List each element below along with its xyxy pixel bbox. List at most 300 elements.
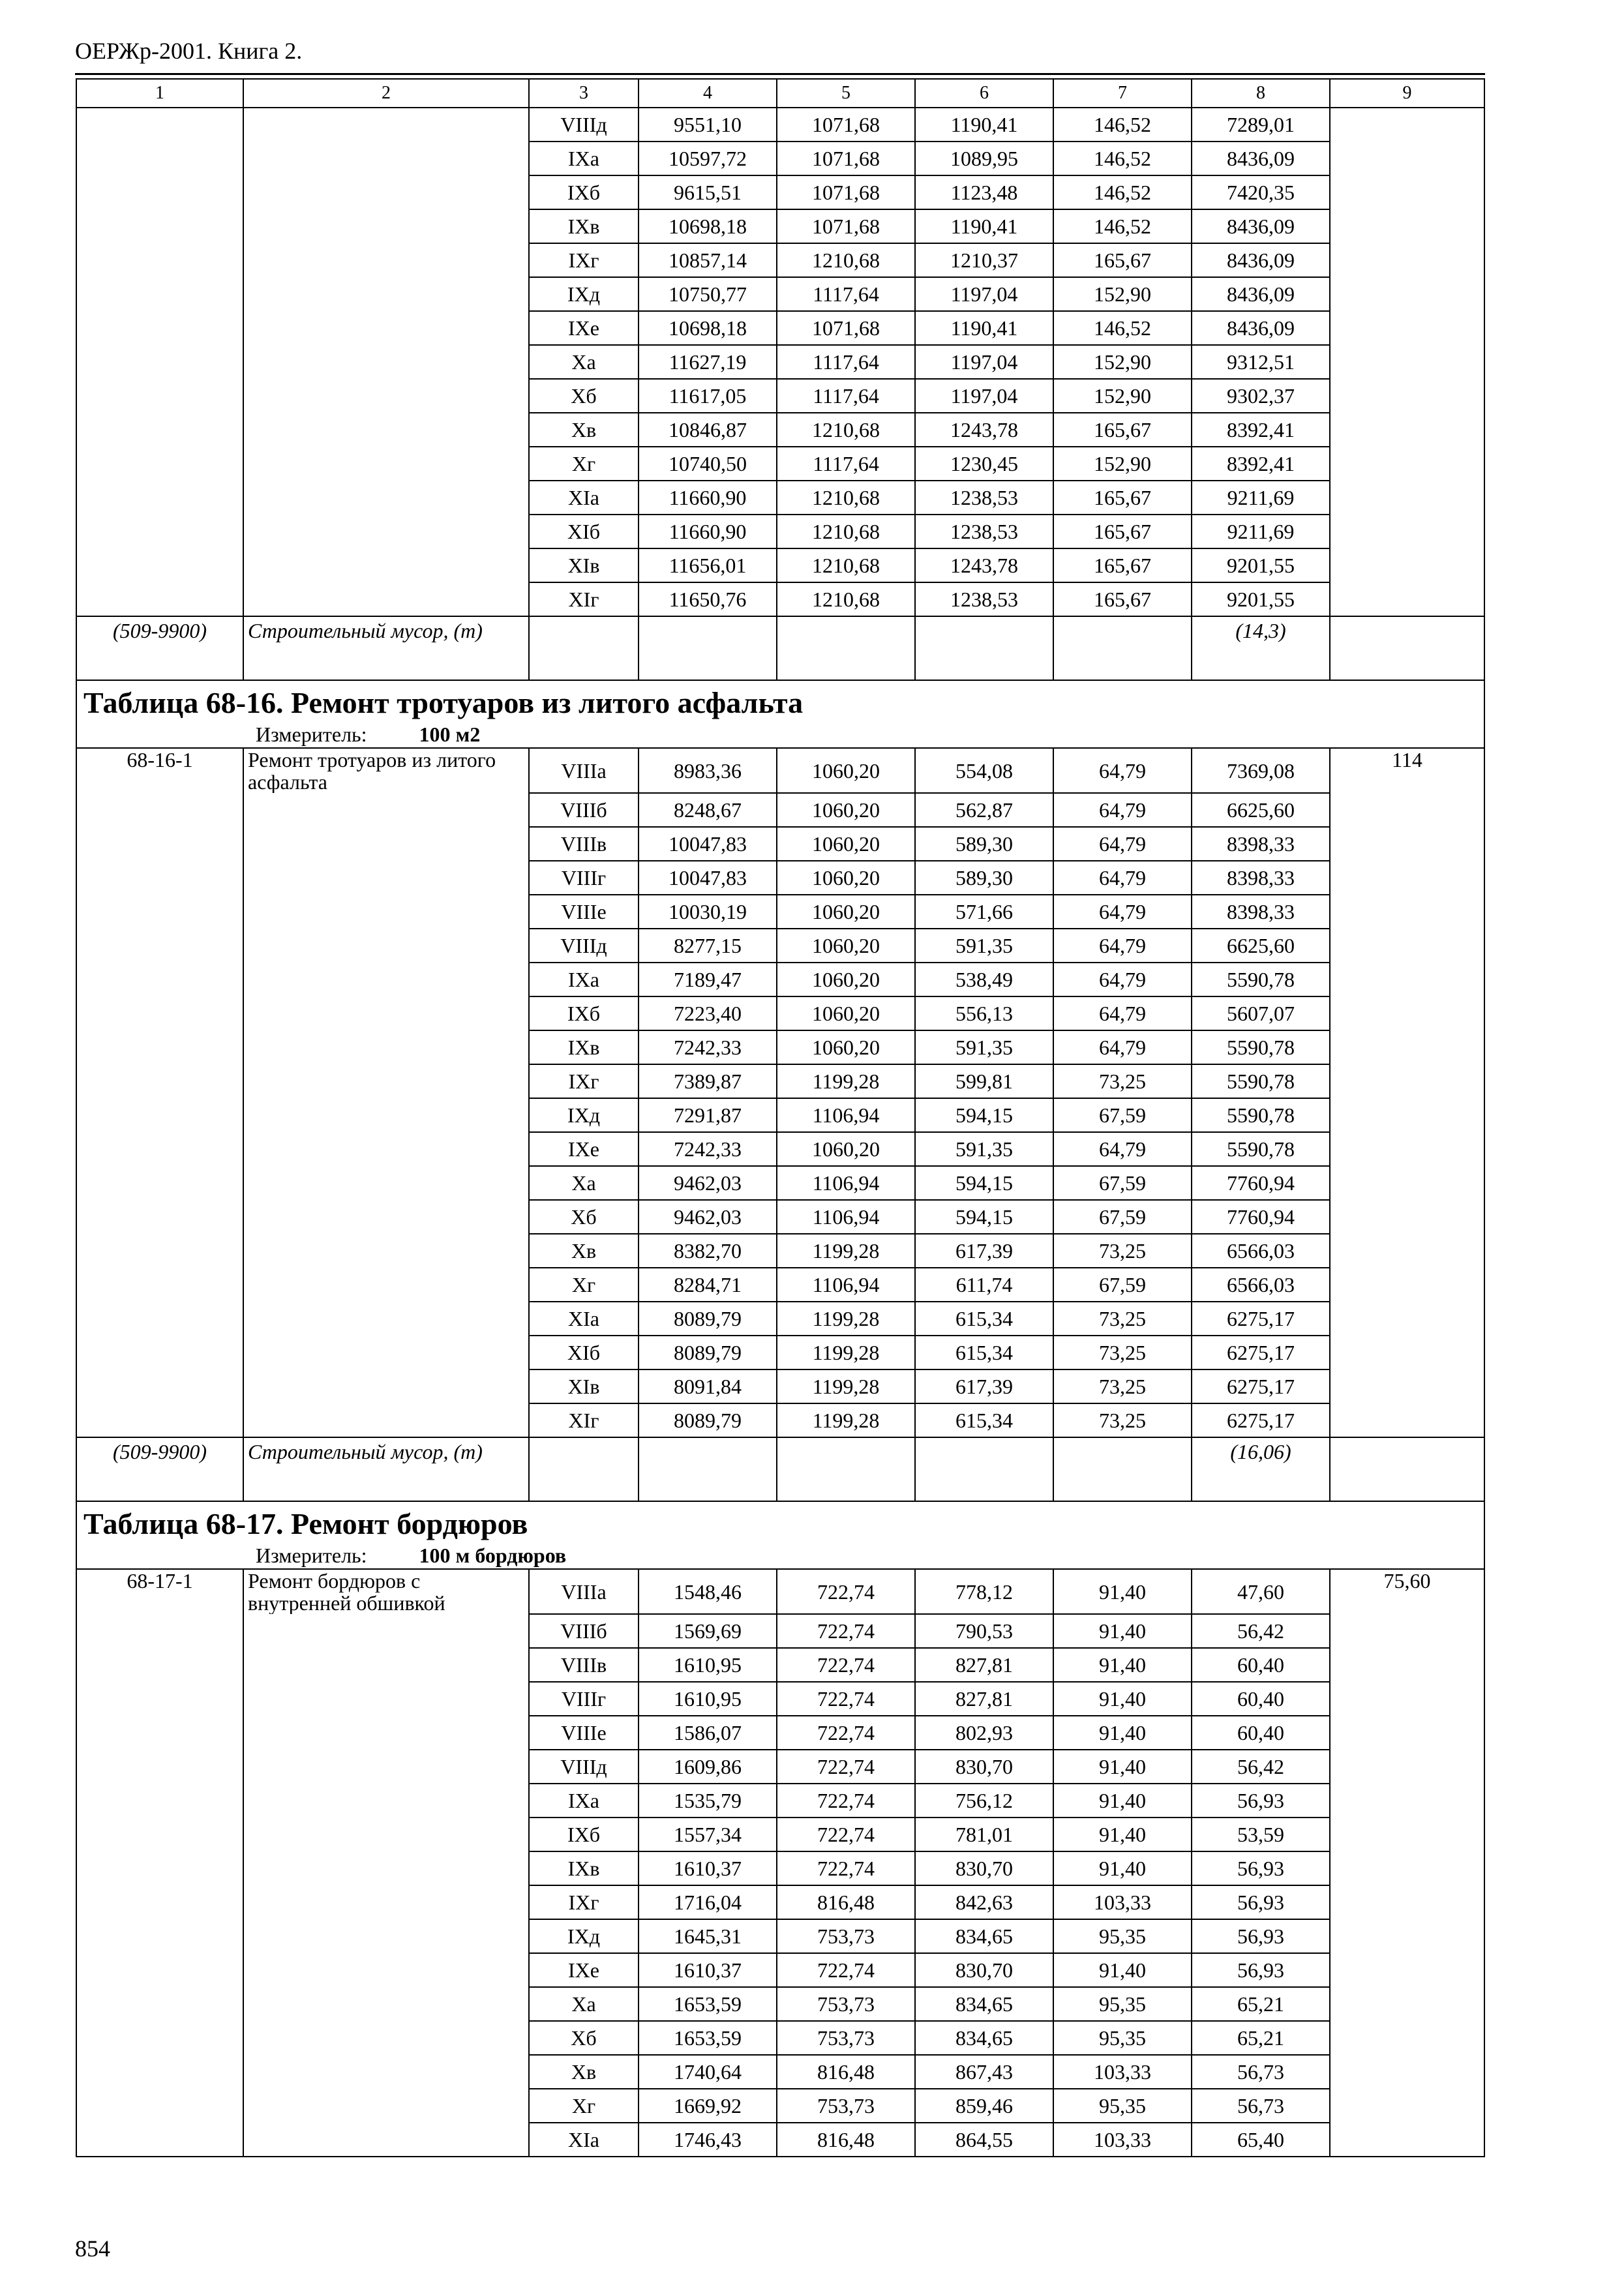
direct-costs: 9462,03 xyxy=(639,1200,777,1234)
region-zone: IXв xyxy=(529,209,639,243)
machinist-wages: 95,35 xyxy=(1053,2089,1192,2123)
item-name xyxy=(243,481,529,515)
materials-cost: 9201,55 xyxy=(1192,582,1330,616)
empty-cell xyxy=(777,1437,915,1501)
materials-cost: 6275,17 xyxy=(1192,1336,1330,1369)
page-number: 854 xyxy=(75,2236,110,2262)
item-code xyxy=(76,379,243,413)
machine-operation: 1190,41 xyxy=(915,209,1053,243)
materials-cost: 47,60 xyxy=(1192,1569,1330,1614)
direct-costs: 10047,83 xyxy=(639,827,777,861)
labor-hours: 114 xyxy=(1330,748,1484,793)
region-zone: VIIIе xyxy=(529,895,639,929)
labor-wages: 1060,20 xyxy=(777,895,915,929)
labor-hours xyxy=(1330,1132,1484,1166)
region-zone: Xв xyxy=(529,1234,639,1268)
item-code xyxy=(76,413,243,447)
labor-hours xyxy=(1330,1336,1484,1369)
debris-name: Строительный мусор, (т) xyxy=(243,616,529,680)
direct-costs: 7189,47 xyxy=(639,963,777,996)
region-zone: Xб xyxy=(529,1200,639,1234)
item-code xyxy=(76,345,243,379)
item-name xyxy=(243,2123,529,2157)
column-number: 4 xyxy=(639,79,777,108)
machinist-wages: 73,25 xyxy=(1053,1369,1192,1403)
labor-hours: 75,60 xyxy=(1330,1569,1484,1614)
region-zone: IXг xyxy=(529,243,639,277)
table-row xyxy=(76,1064,1484,1098)
region-zone: XIа xyxy=(529,1302,639,1336)
region-zone: IXд xyxy=(529,1919,639,1953)
labor-hours xyxy=(1330,1614,1484,1648)
item-name xyxy=(243,793,529,827)
labor-hours xyxy=(1330,142,1484,175)
labor-hours xyxy=(1330,413,1484,447)
direct-costs: 8089,79 xyxy=(639,1403,777,1437)
labor-wages: 1106,94 xyxy=(777,1098,915,1132)
direct-costs: 10597,72 xyxy=(639,142,777,175)
item-code xyxy=(76,895,243,929)
materials-cost: 8398,33 xyxy=(1192,861,1330,895)
materials-cost: 5590,78 xyxy=(1192,1132,1330,1166)
machinist-wages: 165,67 xyxy=(1053,413,1192,447)
item-name xyxy=(243,1987,529,2021)
item-code xyxy=(76,1648,243,1682)
direct-costs: 1586,07 xyxy=(639,1716,777,1750)
region-zone: IXг xyxy=(529,1064,639,1098)
region-zone: XIб xyxy=(529,1336,639,1369)
region-zone: VIIIе xyxy=(529,1716,639,1750)
item-name xyxy=(243,379,529,413)
machinist-wages: 67,59 xyxy=(1053,1268,1192,1302)
labor-hours xyxy=(1330,827,1484,861)
column-number: 3 xyxy=(529,79,639,108)
region-zone: VIIIа xyxy=(529,748,639,793)
measure-value: 100 м бордюров xyxy=(419,1544,567,1567)
table-row xyxy=(76,1166,1484,1200)
item-name xyxy=(243,447,529,481)
machine-operation: 562,87 xyxy=(915,793,1053,827)
machine-operation: 571,66 xyxy=(915,895,1053,929)
table-row xyxy=(76,1302,1484,1336)
item-code xyxy=(76,515,243,548)
item-name xyxy=(243,1030,529,1064)
column-number: 9 xyxy=(1330,79,1484,108)
materials-cost: 8436,09 xyxy=(1192,209,1330,243)
labor-hours xyxy=(1330,1851,1484,1885)
labor-wages: 722,74 xyxy=(777,1614,915,1648)
region-zone: Xг xyxy=(529,2089,639,2123)
region-zone: VIIIд xyxy=(529,1750,639,1784)
table-row xyxy=(76,2089,1484,2123)
materials-cost: 6625,60 xyxy=(1192,929,1330,963)
materials-cost: 60,40 xyxy=(1192,1716,1330,1750)
labor-hours xyxy=(1330,2089,1484,2123)
materials-cost: 7760,94 xyxy=(1192,1200,1330,1234)
labor-wages: 753,73 xyxy=(777,1919,915,1953)
machine-operation: 1190,41 xyxy=(915,311,1053,345)
labor-hours xyxy=(1330,861,1484,895)
region-zone: XIа xyxy=(529,481,639,515)
labor-hours xyxy=(1330,1030,1484,1064)
item-code xyxy=(76,1987,243,2021)
machine-operation: 1190,41 xyxy=(915,108,1053,142)
labor-hours xyxy=(1330,1369,1484,1403)
item-code xyxy=(76,1818,243,1851)
region-zone: VIIIд xyxy=(529,108,639,142)
column-number: 8 xyxy=(1192,79,1330,108)
direct-costs: 10698,18 xyxy=(639,311,777,345)
item-code xyxy=(76,929,243,963)
table-row xyxy=(76,1953,1484,1987)
item-name xyxy=(243,1851,529,1885)
materials-cost: 7289,01 xyxy=(1192,108,1330,142)
table-row xyxy=(76,895,1484,929)
labor-wages: 1060,20 xyxy=(777,793,915,827)
machine-operation: 594,15 xyxy=(915,1098,1053,1132)
labor-wages: 1060,20 xyxy=(777,1030,915,1064)
materials-cost: 7420,35 xyxy=(1192,175,1330,209)
item-name xyxy=(243,1132,529,1166)
materials-cost: 65,40 xyxy=(1192,2123,1330,2157)
item-name xyxy=(243,582,529,616)
item-code xyxy=(76,277,243,311)
labor-hours xyxy=(1330,515,1484,548)
materials-cost: 56,73 xyxy=(1192,2089,1330,2123)
direct-costs: 1535,79 xyxy=(639,1784,777,1818)
labor-wages: 1117,64 xyxy=(777,379,915,413)
table-row xyxy=(76,1098,1484,1132)
table-row xyxy=(76,1268,1484,1302)
machinist-wages: 67,59 xyxy=(1053,1166,1192,1200)
labor-wages: 1199,28 xyxy=(777,1403,915,1437)
labor-hours xyxy=(1330,582,1484,616)
table-row xyxy=(76,1200,1484,1234)
machinist-wages: 165,67 xyxy=(1053,582,1192,616)
item-name xyxy=(243,1268,529,1302)
direct-costs: 1716,04 xyxy=(639,1885,777,1919)
machinist-wages: 73,25 xyxy=(1053,1234,1192,1268)
labor-wages: 722,74 xyxy=(777,1784,915,1818)
machinist-wages: 91,40 xyxy=(1053,1818,1192,1851)
item-code xyxy=(76,108,243,142)
direct-costs: 1610,95 xyxy=(639,1648,777,1682)
region-zone: IXа xyxy=(529,142,639,175)
labor-wages: 1117,64 xyxy=(777,277,915,311)
labor-wages: 1199,28 xyxy=(777,1336,915,1369)
table-row xyxy=(76,1818,1484,1851)
table-row xyxy=(76,515,1484,548)
region-zone: Xг xyxy=(529,1268,639,1302)
region-zone: Xб xyxy=(529,379,639,413)
item-code xyxy=(76,1716,243,1750)
item-code xyxy=(76,1750,243,1784)
item-code xyxy=(76,1336,243,1369)
direct-costs: 9615,51 xyxy=(639,175,777,209)
labor-wages: 753,73 xyxy=(777,2021,915,2055)
machinist-wages: 95,35 xyxy=(1053,1919,1192,1953)
labor-hours xyxy=(1330,108,1484,142)
materials-cost: 8436,09 xyxy=(1192,142,1330,175)
item-code xyxy=(76,2021,243,2055)
machine-operation: 615,34 xyxy=(915,1403,1053,1437)
item-code xyxy=(76,1098,243,1132)
direct-costs: 1653,59 xyxy=(639,2021,777,2055)
machine-operation: 781,01 xyxy=(915,1818,1053,1851)
machine-operation: 599,81 xyxy=(915,1064,1053,1098)
direct-costs: 1548,46 xyxy=(639,1569,777,1614)
item-name xyxy=(243,1885,529,1919)
region-zone: IXе xyxy=(529,1132,639,1166)
labor-wages: 1106,94 xyxy=(777,1166,915,1200)
materials-cost: 56,73 xyxy=(1192,2055,1330,2089)
direct-costs: 10740,50 xyxy=(639,447,777,481)
debris-row xyxy=(76,1437,1484,1501)
machinist-wages: 91,40 xyxy=(1053,1750,1192,1784)
machinist-wages: 95,35 xyxy=(1053,2021,1192,2055)
labor-wages: 1210,68 xyxy=(777,548,915,582)
table-row xyxy=(76,2123,1484,2157)
machine-operation: 594,15 xyxy=(915,1200,1053,1234)
item-code xyxy=(76,1682,243,1716)
machine-operation: 1243,78 xyxy=(915,548,1053,582)
labor-wages: 1106,94 xyxy=(777,1268,915,1302)
empty-cell xyxy=(529,1437,639,1501)
item-code xyxy=(76,1030,243,1064)
item-name xyxy=(243,1919,529,1953)
materials-cost: 5590,78 xyxy=(1192,1030,1330,1064)
item-code xyxy=(76,311,243,345)
region-zone: Xв xyxy=(529,2055,639,2089)
materials-cost: 53,59 xyxy=(1192,1818,1330,1851)
materials-cost: 56,93 xyxy=(1192,1919,1330,1953)
machine-operation: 1089,95 xyxy=(915,142,1053,175)
materials-cost: 56,93 xyxy=(1192,1885,1330,1919)
materials-cost: 8398,33 xyxy=(1192,895,1330,929)
item-code xyxy=(76,1369,243,1403)
labor-wages: 1060,20 xyxy=(777,929,915,963)
direct-costs: 1645,31 xyxy=(639,1919,777,1953)
machinist-wages: 64,79 xyxy=(1053,895,1192,929)
price-table xyxy=(76,78,1485,2157)
labor-hours xyxy=(1330,1098,1484,1132)
region-zone: VIIIв xyxy=(529,827,639,861)
region-zone: IXб xyxy=(529,1818,639,1851)
machine-operation: 1238,53 xyxy=(915,582,1053,616)
materials-cost: 60,40 xyxy=(1192,1682,1330,1716)
item-code xyxy=(76,2123,243,2157)
labor-hours xyxy=(1330,175,1484,209)
item-code xyxy=(76,1919,243,1953)
item-name xyxy=(243,1403,529,1437)
item-name xyxy=(243,1064,529,1098)
machinist-wages: 165,67 xyxy=(1053,481,1192,515)
materials-cost: 9211,69 xyxy=(1192,481,1330,515)
table-row xyxy=(76,311,1484,345)
machine-operation: 834,65 xyxy=(915,2021,1053,2055)
item-name xyxy=(243,209,529,243)
region-zone: XIг xyxy=(529,582,639,616)
direct-costs: 8284,71 xyxy=(639,1268,777,1302)
machinist-wages: 67,59 xyxy=(1053,1098,1192,1132)
labor-hours xyxy=(1330,1784,1484,1818)
machine-operation: 591,35 xyxy=(915,1030,1053,1064)
labor-hours xyxy=(1330,1166,1484,1200)
labor-hours xyxy=(1330,996,1484,1030)
machinist-wages: 152,90 xyxy=(1053,345,1192,379)
table-row xyxy=(76,1987,1484,2021)
machine-operation: 1243,78 xyxy=(915,413,1053,447)
item-name xyxy=(243,1784,529,1818)
machinist-wages: 152,90 xyxy=(1053,277,1192,311)
labor-hours xyxy=(1330,1234,1484,1268)
labor-hours xyxy=(1330,379,1484,413)
machinist-wages: 146,52 xyxy=(1053,209,1192,243)
machine-operation: 842,63 xyxy=(915,1885,1053,1919)
labor-wages: 722,74 xyxy=(777,1682,915,1716)
direct-costs: 10750,77 xyxy=(639,277,777,311)
machine-operation: 1238,53 xyxy=(915,515,1053,548)
table-row xyxy=(76,1784,1484,1818)
region-zone: VIIIг xyxy=(529,1682,639,1716)
labor-wages: 1210,68 xyxy=(777,413,915,447)
region-zone: IXе xyxy=(529,1953,639,1987)
direct-costs: 11660,90 xyxy=(639,481,777,515)
machine-operation: 867,43 xyxy=(915,2055,1053,2089)
item-code xyxy=(76,827,243,861)
direct-costs: 9462,03 xyxy=(639,1166,777,1200)
machinist-wages: 91,40 xyxy=(1053,1682,1192,1716)
column-number: 1 xyxy=(76,79,243,108)
item-code xyxy=(76,861,243,895)
table-row xyxy=(76,379,1484,413)
item-name xyxy=(243,108,529,142)
materials-cost: 56,42 xyxy=(1192,1750,1330,1784)
item-code xyxy=(76,1784,243,1818)
materials-cost: 9302,37 xyxy=(1192,379,1330,413)
machine-operation: 859,46 xyxy=(915,2089,1053,2123)
direct-costs: 7291,87 xyxy=(639,1098,777,1132)
labor-wages: 1060,20 xyxy=(777,861,915,895)
column-number: 6 xyxy=(915,79,1053,108)
item-name xyxy=(243,2021,529,2055)
labor-wages: 1106,94 xyxy=(777,1200,915,1234)
direct-costs: 8089,79 xyxy=(639,1336,777,1369)
item-name xyxy=(243,1750,529,1784)
item-name xyxy=(243,1614,529,1648)
materials-cost: 9312,51 xyxy=(1192,345,1330,379)
item-code xyxy=(76,481,243,515)
table-row xyxy=(76,1716,1484,1750)
labor-wages: 753,73 xyxy=(777,2089,915,2123)
labor-hours xyxy=(1330,2055,1484,2089)
direct-costs: 1610,37 xyxy=(639,1953,777,1987)
machinist-wages: 146,52 xyxy=(1053,142,1192,175)
direct-costs: 10030,19 xyxy=(639,895,777,929)
section-header-row xyxy=(76,680,1484,748)
labor-hours xyxy=(1330,1064,1484,1098)
machine-operation: 1197,04 xyxy=(915,277,1053,311)
labor-hours xyxy=(1330,209,1484,243)
item-name xyxy=(243,1336,529,1369)
item-code xyxy=(76,1166,243,1200)
table-row xyxy=(76,1885,1484,1919)
machine-operation: 830,70 xyxy=(915,1750,1053,1784)
machine-operation: 1197,04 xyxy=(915,379,1053,413)
region-zone: Xг xyxy=(529,447,639,481)
machinist-wages: 64,79 xyxy=(1053,1030,1192,1064)
labor-hours xyxy=(1330,243,1484,277)
labor-wages: 1117,64 xyxy=(777,447,915,481)
region-zone: Xа xyxy=(529,1987,639,2021)
item-code xyxy=(76,1403,243,1437)
table-row xyxy=(76,1750,1484,1784)
item-code xyxy=(76,175,243,209)
labor-wages: 722,74 xyxy=(777,1716,915,1750)
column-number-row xyxy=(76,79,1484,108)
labor-wages: 722,74 xyxy=(777,1569,915,1614)
region-zone: IXг xyxy=(529,1885,639,1919)
materials-cost: 5590,78 xyxy=(1192,1064,1330,1098)
region-zone: XIв xyxy=(529,548,639,582)
machinist-wages: 73,25 xyxy=(1053,1064,1192,1098)
direct-costs: 10846,87 xyxy=(639,413,777,447)
machinist-wages: 73,25 xyxy=(1053,1403,1192,1437)
machinist-wages: 146,52 xyxy=(1053,175,1192,209)
item-name xyxy=(243,2089,529,2123)
item-name xyxy=(243,311,529,345)
item-name xyxy=(243,1098,529,1132)
direct-costs: 10698,18 xyxy=(639,209,777,243)
labor-hours xyxy=(1330,1403,1484,1437)
item-name xyxy=(243,175,529,209)
item-name xyxy=(243,1302,529,1336)
materials-cost: 5607,07 xyxy=(1192,996,1330,1030)
empty-cell xyxy=(1053,616,1192,680)
labor-wages: 1210,68 xyxy=(777,515,915,548)
materials-cost: 8392,41 xyxy=(1192,447,1330,481)
item-code xyxy=(76,1268,243,1302)
labor-wages: 722,74 xyxy=(777,1851,915,1885)
materials-cost: 5590,78 xyxy=(1192,1098,1330,1132)
materials-cost: 6275,17 xyxy=(1192,1369,1330,1403)
table-row xyxy=(76,481,1484,515)
materials-cost: 6566,03 xyxy=(1192,1234,1330,1268)
machinist-wages: 91,40 xyxy=(1053,1716,1192,1750)
materials-cost: 56,93 xyxy=(1192,1784,1330,1818)
debris-code: (509-9900) xyxy=(76,616,243,680)
labor-hours xyxy=(1330,2021,1484,2055)
labor-wages: 816,48 xyxy=(777,2055,915,2089)
materials-cost: 65,21 xyxy=(1192,2021,1330,2055)
item-code xyxy=(76,1132,243,1166)
labor-hours xyxy=(1330,277,1484,311)
direct-costs: 8382,70 xyxy=(639,1234,777,1268)
machine-operation: 1238,53 xyxy=(915,481,1053,515)
machinist-wages: 64,79 xyxy=(1053,827,1192,861)
table-row xyxy=(76,1030,1484,1064)
machinist-wages: 64,79 xyxy=(1053,1132,1192,1166)
region-zone: VIIIг xyxy=(529,861,639,895)
direct-costs: 7223,40 xyxy=(639,996,777,1030)
direct-costs: 1669,92 xyxy=(639,2089,777,2123)
debris-row xyxy=(76,616,1484,680)
region-zone: IXб xyxy=(529,175,639,209)
item-code xyxy=(76,209,243,243)
table-row xyxy=(76,108,1484,142)
machinist-wages: 152,90 xyxy=(1053,379,1192,413)
machinist-wages: 91,40 xyxy=(1053,1851,1192,1885)
